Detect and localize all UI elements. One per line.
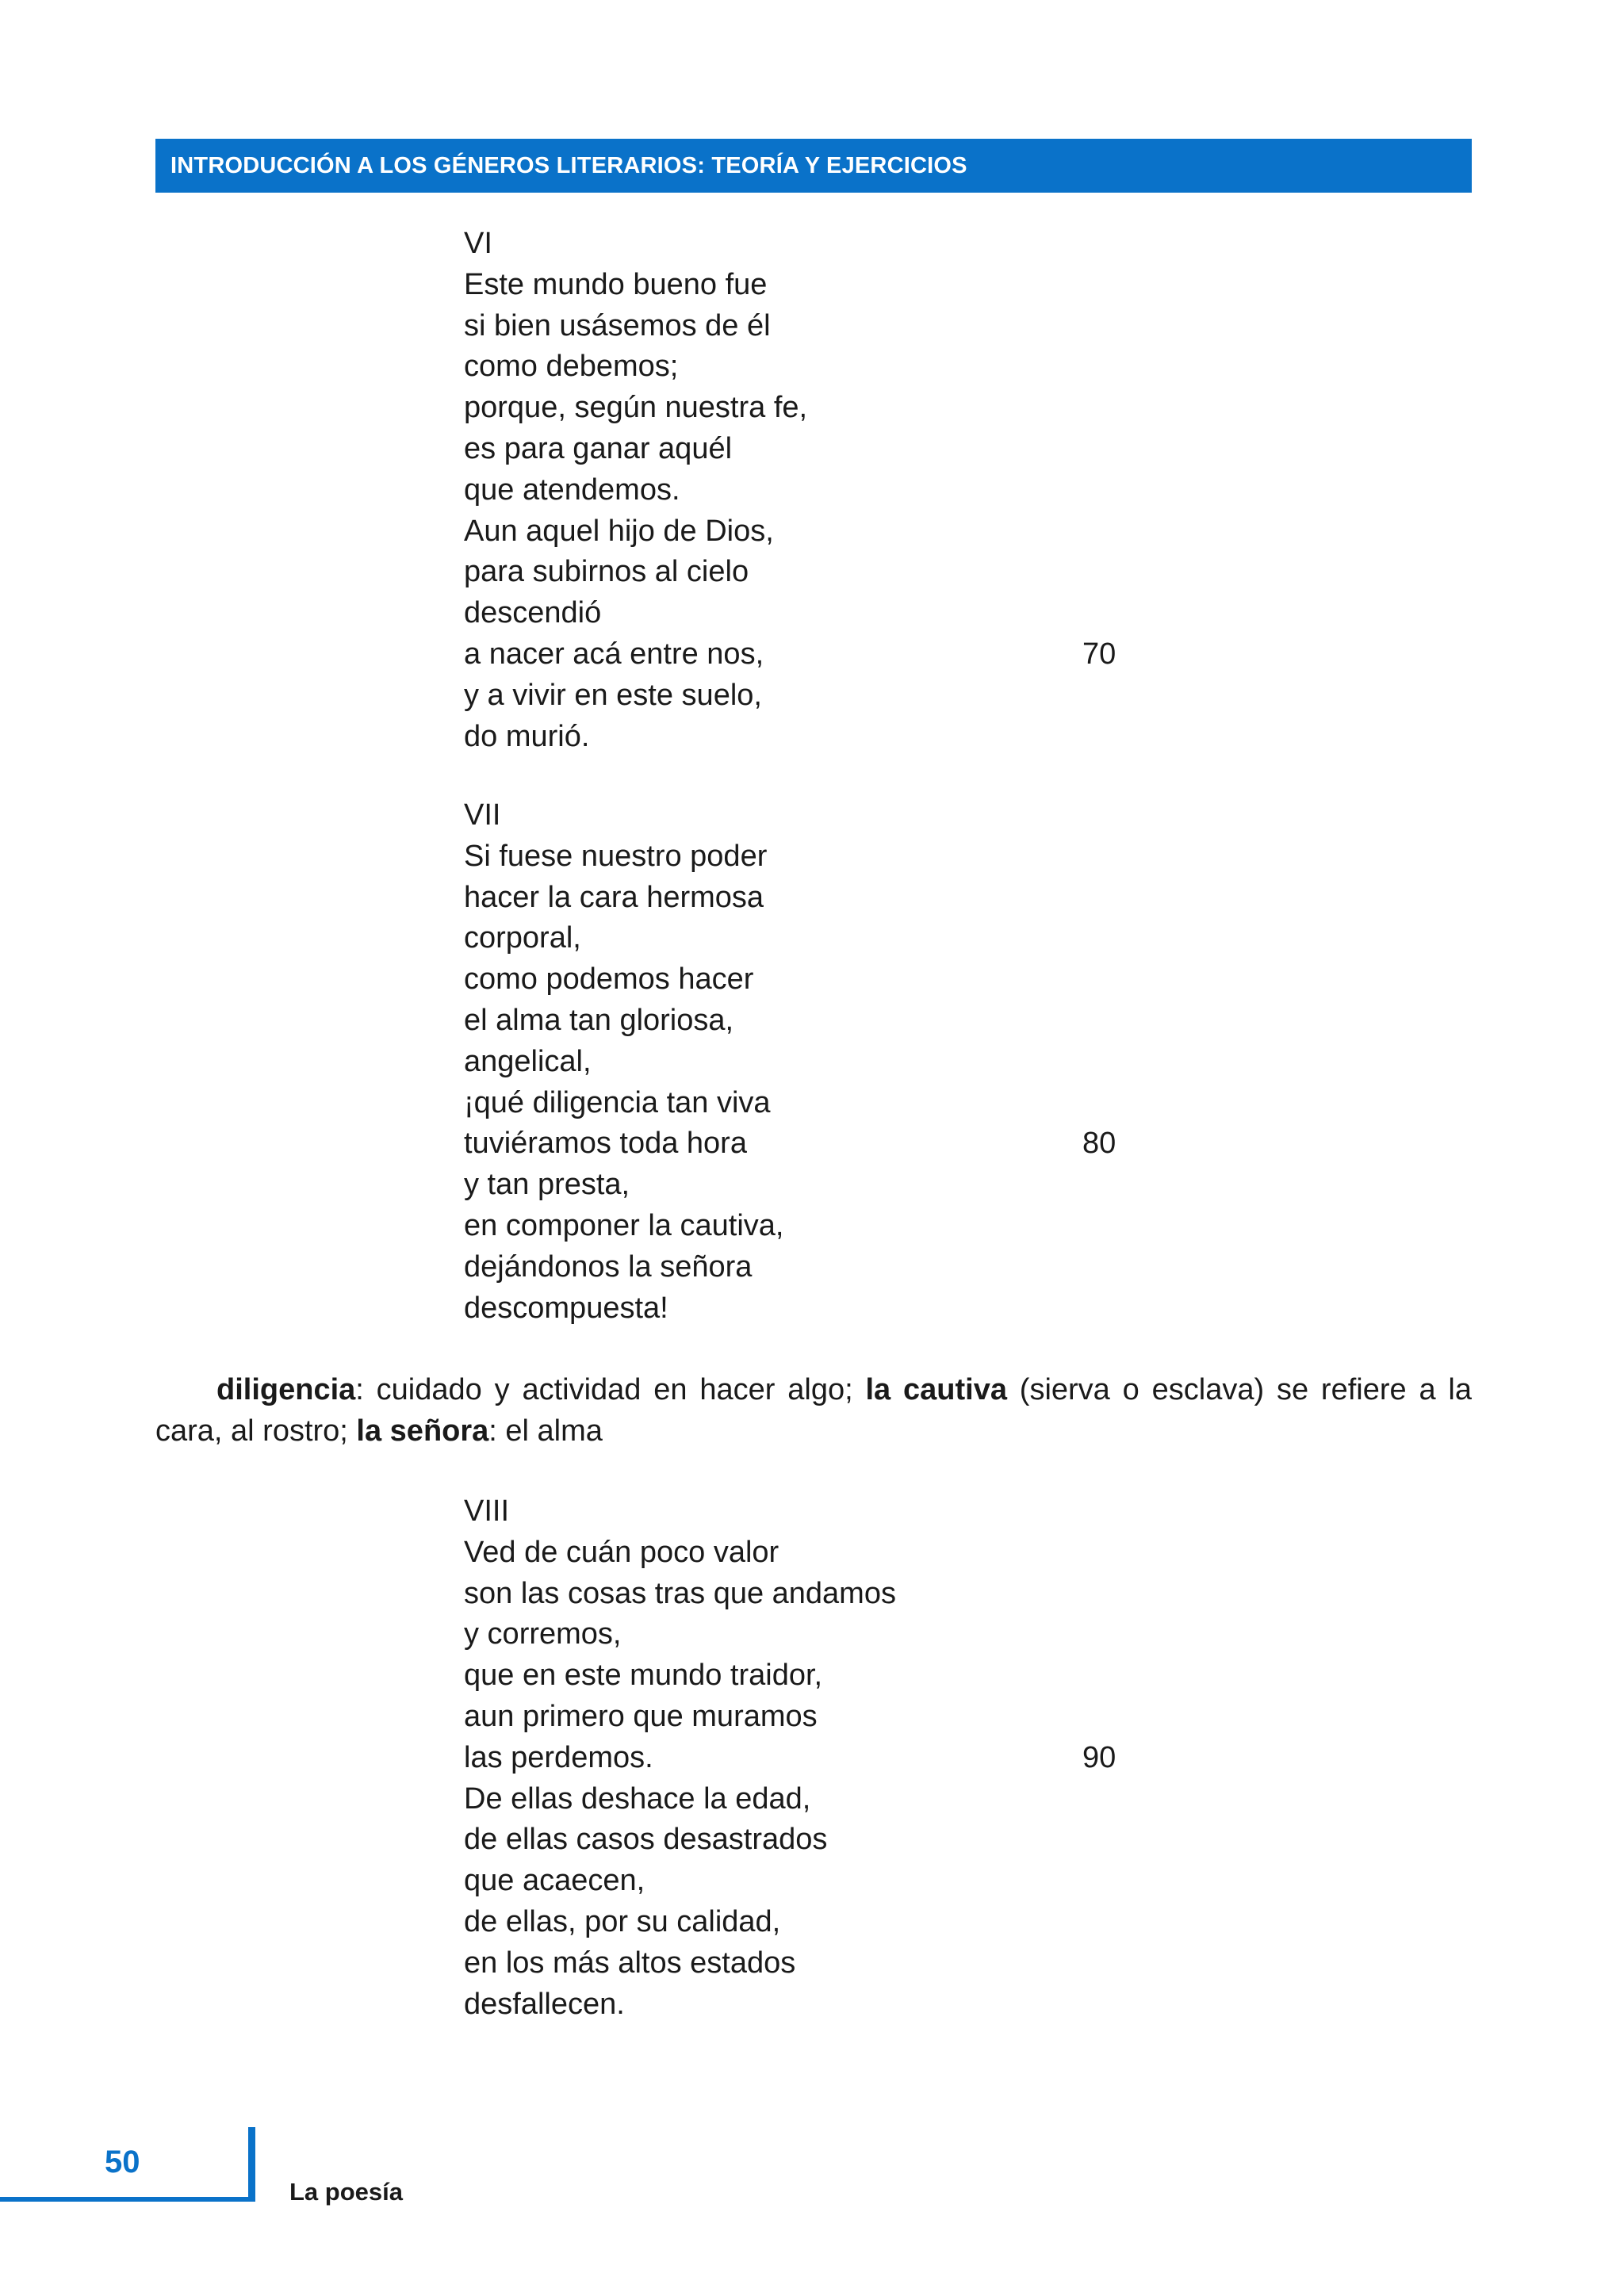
verse-line: y tan presta,: [464, 1168, 630, 1202]
gloss-definition: : cuidado y actividad en hacer algo;: [355, 1373, 866, 1406]
page-number: 50: [105, 2145, 140, 2179]
header-bar: [155, 139, 1472, 193]
line-number: 70: [1082, 637, 1116, 671]
verse-line: es para ganar aquél: [464, 431, 733, 465]
verse-line: Si fuese nuestro poder: [464, 839, 768, 873]
gloss-term: diligencia: [216, 1373, 356, 1406]
verse-line: en los más altos estados: [464, 1946, 796, 1980]
stanza-heading: VII: [464, 798, 501, 832]
verse-line: que acaecen,: [464, 1864, 645, 1898]
verse-line: Ved de cuán poco valor: [464, 1535, 779, 1569]
stanza-viii: [464, 1491, 1178, 2025]
footer-rule-horizontal: [0, 2197, 255, 2202]
verse-line: corporal,: [464, 921, 581, 955]
gloss-term: la cautiva: [865, 1373, 1007, 1406]
section-label: La poesía: [289, 2178, 403, 2206]
verse-line: Este mundo bueno fue: [464, 267, 768, 301]
verse-line: hacer la cara hermosa: [464, 880, 764, 914]
line-number: 80: [1082, 1127, 1116, 1161]
verse-line: son las cosas tras que andamos: [464, 1576, 896, 1610]
gloss-definition: (sierva o esclava) se refiere a la cara, al rostro;: [155, 1373, 1472, 1448]
verse-text: a nacer acá entre nos,: [464, 637, 764, 671]
stanza-vii: [464, 795, 1178, 1329]
verse-line: descompuesta!: [464, 1291, 668, 1325]
verse-line: como podemos hacer: [464, 962, 754, 997]
stanza-vi: [464, 224, 1178, 757]
verse-line: ¡qué diligencia tan viva: [464, 1085, 771, 1119]
gloss-paragraph: [155, 1369, 1472, 1452]
verse-line: que atendemos.: [464, 473, 680, 507]
stanza-heading: VIII: [464, 1494, 510, 1528]
verse-line: [464, 1123, 1178, 1165]
gloss-term: la señora: [356, 1414, 489, 1448]
stanza-heading: VI: [464, 227, 492, 260]
verse-line: aun primero que muramos: [464, 1699, 818, 1733]
verse-line: y corremos,: [464, 1617, 622, 1651]
verse-line: desfallecen.: [464, 1987, 625, 2021]
verse-line: [464, 1738, 1178, 1779]
verse-line: el alma tan gloriosa,: [464, 1003, 734, 1037]
verse-line: si bien usásemos de él: [464, 308, 771, 342]
gloss-definition: : el alma: [488, 1414, 603, 1448]
verse-line: [464, 634, 1178, 675]
verse-text: las perdemos.: [464, 1740, 653, 1774]
verse-line: como debemos;: [464, 350, 679, 384]
verse-line: de ellas casos desastrados: [464, 1823, 828, 1857]
verse-text: tuviéramos toda hora: [464, 1127, 747, 1161]
verse-line: do murió.: [464, 719, 590, 753]
footer-rule-vertical: [248, 2127, 255, 2202]
verse-line: dejándonos la señora: [464, 1249, 753, 1284]
verse-line: angelical,: [464, 1044, 592, 1078]
verse-line: para subirnos al cielo: [464, 555, 749, 589]
header-title: INTRODUCCIÓN A LOS GÉNEROS LITERARIOS: TEORÍA Y EJERCICIOS: [170, 153, 967, 178]
verse-line: que en este mundo traidor,: [464, 1659, 823, 1693]
verse-line: De ellas deshace la edad,: [464, 1781, 811, 1816]
verse-line: descendió: [464, 596, 602, 630]
verse-line: de ellas, por su calidad,: [464, 1904, 781, 1938]
verse-line: Aun aquel hijo de Dios,: [464, 514, 774, 548]
verse-line: porque, según nuestra fe,: [464, 391, 808, 425]
verse-line: y a vivir en este suelo,: [464, 678, 762, 712]
verse-line: en componer la cautiva,: [464, 1208, 784, 1242]
line-number: 90: [1082, 1740, 1116, 1774]
